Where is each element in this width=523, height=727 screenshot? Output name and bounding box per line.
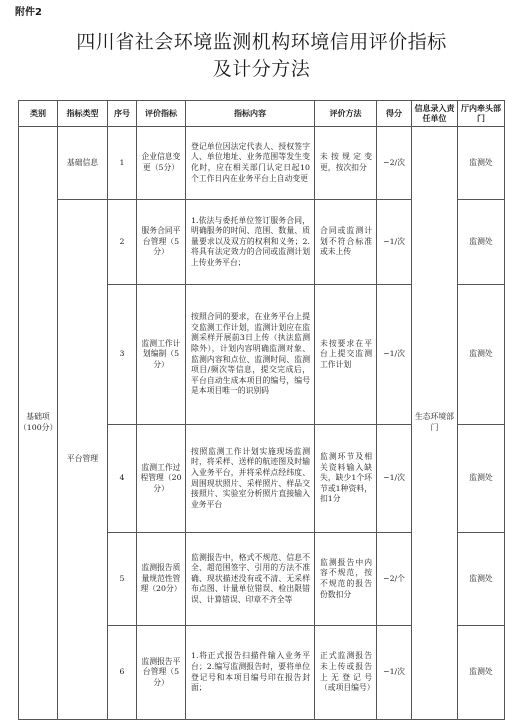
method-cell: 监测环节及相关资料输入缺失，缺少1个环节或1种资料，扣1分 <box>315 425 377 533</box>
content-cell: 1.将正式报告扫描件输入业务平台；2.编写监测报告时，要将单位登记号和本项目编号印在报告封面； <box>186 626 315 720</box>
indicator-cell: 监测报告平台管理（5分） <box>137 626 186 720</box>
score-cell: −2/个 <box>377 533 412 626</box>
entry-unit-cell: 生态环境部门 <box>412 127 458 720</box>
indicator-cell: 服务合同平台管理（5分） <box>137 200 186 285</box>
dept-cell: 监测处 <box>458 425 505 533</box>
score-cell: −1/次 <box>377 626 412 720</box>
method-cell: 监测报告中内容不规范，按不规范的报告份数扣分 <box>315 533 377 626</box>
header-entry-unit: 信息录入责任单位 <box>412 101 458 127</box>
content-cell: 按照合同的要求，在业务平台上提交监测工作计划，监测计划应在监测采样开展前3日上传（执法监测除外），计划内容明确监测对象、监测内容和点位、监测时间、监测项目/频次等信息，提交完成后，平台自动生成本项目的编号，编号是本项目唯一的识别码 <box>186 285 315 425</box>
evaluation-table <box>18 100 505 720</box>
header-method: 评价方法 <box>315 101 377 127</box>
method-cell: 未按规定变更，按次扣分 <box>315 127 377 200</box>
score-cell: −1/次 <box>377 200 412 285</box>
page-title-line-1: 四川省社会环境监测机构环境信用评价指标 <box>76 31 447 53</box>
category-cell: 基础项（100分） <box>19 127 58 720</box>
header-content: 指标内容 <box>186 101 315 127</box>
method-cell: 未按要求在平台上提交监测工作计划 <box>315 285 377 425</box>
indicator-cell: 企业信息变更（5分） <box>137 127 186 200</box>
content-cell: 按照监测工作计划实施现场监测时，将采样、送样的航迹图及时输入业务平台，并将采样点经纬度、周围现状照片、采样照片、样品交接照片、实验室分析照片直接输入业务平台 <box>186 425 315 533</box>
header-indicator: 评价指标 <box>137 101 186 127</box>
indicator-cell: 监测工作计划编制（5分） <box>137 285 186 425</box>
header-score: 得分 <box>377 101 412 127</box>
content-cell: 1.依法与委托单位签订服务合同，明确服务的时间、范围、数量、质量要求以及双方的权利和义务；2.将具有法定效力的合同或监测计划上传业务平台； <box>186 200 315 285</box>
header-seq: 序号 <box>108 101 137 127</box>
seq-cell: 4 <box>108 425 137 533</box>
dept-cell: 监测处 <box>458 127 505 200</box>
seq-cell: 5 <box>108 533 137 626</box>
seq-cell: 2 <box>108 200 137 285</box>
table-row <box>19 127 505 200</box>
seq-cell: 1 <box>108 127 137 200</box>
seq-cell: 3 <box>108 285 137 425</box>
score-cell: −2/次 <box>377 127 412 200</box>
indicator-type-cell: 基础信息 <box>58 127 108 200</box>
dept-cell: 监测处 <box>458 626 505 720</box>
header-category: 类别 <box>19 101 58 127</box>
header-lead-dept: 厅内牵头部门 <box>458 101 505 127</box>
attachment-label: 附件2 <box>15 7 42 18</box>
dept-cell: 监测处 <box>458 533 505 626</box>
indicator-type-cell: 平台管理 <box>58 200 108 720</box>
table-header-row <box>19 101 505 127</box>
indicator-cell: 监测报告质量规范性管理（20分） <box>137 533 186 626</box>
method-cell: 正式监测报告未上传或报告上无登记号（或项目编号） <box>315 626 377 720</box>
indicator-cell: 监测工作过程管理（20分） <box>137 425 186 533</box>
content-cell: 监测报告中，格式不规范、信息不全、超范围签字、引用的方法不准确、现状描述没有或不清、无采样布点图、计量单位错误、检出限错误、计算错误、印章不齐全等 <box>186 533 315 626</box>
page-title-line-2: 及计分方法 <box>212 58 311 80</box>
method-cell: 合同或监测计划不符合标准或未上传 <box>315 200 377 285</box>
dept-cell: 监测处 <box>458 285 505 425</box>
score-cell: −1/次 <box>377 425 412 533</box>
dept-cell: 监测处 <box>458 200 505 285</box>
header-indicator-type: 指标类型 <box>58 101 108 127</box>
seq-cell: 6 <box>108 626 137 720</box>
content-cell: 登记单位因法定代表人、授权签字人、单位地址、业务范围等发生变化时，应在相关部门认定日起10个工作日内在业务平台上自动变更 <box>186 127 315 200</box>
score-cell: −1/次 <box>377 285 412 425</box>
